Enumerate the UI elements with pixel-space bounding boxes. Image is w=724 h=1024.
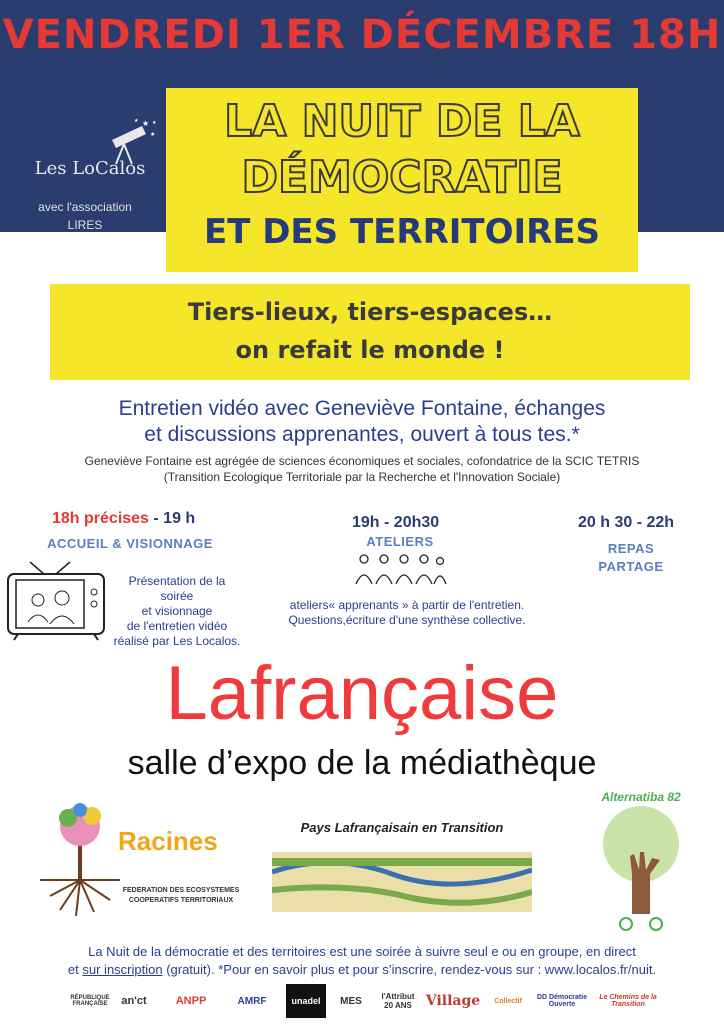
footer-line-2	[20, 961, 704, 979]
program-2-desc-line: Questions,écriture d'une synthèse collective.	[288, 613, 526, 627]
program-3-label-line-2: PARTAGE	[598, 559, 664, 574]
event-date: VENDREDI 1ER DÉCEMBRE 18H	[2, 12, 722, 58]
svg-text:★: ★	[150, 132, 156, 138]
subtitle-line-1: Tiers-lieux, tiers-espaces…	[187, 298, 553, 326]
alternatiba-text: Alternatiba 82	[601, 790, 681, 804]
footer-line-1: La Nuit de la démocratie et des territoires est une soirée à suivre seul e ou en groupe, en direct	[88, 944, 636, 959]
tv-icon	[4, 560, 110, 642]
alternatiba-logo	[586, 786, 696, 936]
sponsor-logo: AMRF	[237, 995, 267, 1007]
footer-text	[20, 943, 704, 979]
racines-subtitle	[116, 886, 246, 906]
partner-line-1: avec l'association	[38, 200, 132, 214]
racines-name: Racines	[118, 826, 218, 856]
signup-link[interactable]: sur inscription	[82, 962, 163, 977]
speaker-bio	[30, 453, 694, 485]
program-1-desc-line: Présentation de la soirée	[128, 574, 226, 603]
program-3-label	[576, 540, 686, 576]
organizer-name: Les LoCalos	[34, 158, 146, 179]
program-1-time-start: 18h précises	[52, 510, 149, 527]
subtitle-line-2: on refait le monde !	[235, 336, 505, 364]
program-1-label: ACCUEIL & VISIONNAGE	[47, 536, 213, 551]
svg-text:★: ★	[134, 118, 139, 124]
subtitle-box	[50, 284, 690, 380]
program-1-time-end: - 19 h	[148, 510, 196, 527]
sponsor-logo: l'Attribut 20 ANS	[381, 992, 415, 1010]
program-3-time: 20 h 30 - 22h	[578, 514, 675, 531]
racines-sub-line-2: COOPERATIFS TERRITORIAUX	[128, 897, 234, 904]
racines-logo	[40, 800, 240, 920]
pays-transition-logo	[272, 812, 532, 912]
footer-line-2-start: et	[67, 962, 83, 977]
intro-line-2: et discussions apprenantes, ouvert à tous tes.*	[144, 423, 580, 446]
sponsor-logos	[72, 984, 672, 1020]
sponsor-logo: Village	[425, 993, 481, 1009]
city-name: Lafrançaise	[165, 651, 559, 736]
intro-text	[40, 396, 684, 448]
racines-sub-line-1: FEDERATION DES ECOSYSTEMES	[122, 887, 240, 894]
title-box	[166, 88, 638, 272]
sponsor-logo: an'ct	[121, 995, 147, 1007]
program-2-label: ATELIERS	[366, 534, 434, 549]
partner-line-2: LIRES	[67, 218, 103, 232]
localos-logo	[10, 108, 160, 233]
svg-text:★: ★	[152, 120, 157, 126]
title-line-1: LA NUIT DE LA	[224, 96, 580, 147]
bio-line-2: (Transition Ecologique Territoriale par la Recherche et l'Innovation Sociale)	[163, 470, 561, 484]
program-1-desc-line: et visionnage	[141, 604, 213, 618]
sponsor-logo: MES	[340, 995, 362, 1007]
title-line-2: DÉMOCRATIE	[241, 152, 563, 203]
hand-tree-icon	[586, 804, 696, 934]
title-line-3: ET DES TERRITOIRES	[203, 212, 601, 252]
sponsor-logo: Le Chemins de la Transition	[599, 994, 657, 1008]
organizer-partner	[10, 198, 160, 234]
program-2-desc-line: ateliers« apprenants » à partir de l'entretien.	[289, 598, 525, 612]
program-3-label-line-1: REPAS	[607, 541, 655, 556]
sponsor-logo: unadel	[286, 984, 326, 1018]
sponsor-logo: RÉPUBLIQUE FRANÇAISE	[70, 995, 110, 1007]
svg-text:★: ★	[142, 119, 150, 128]
program-1-desc-line: réalisé par Les Localos.	[113, 634, 241, 648]
footer-line-2-end: (gratuit). *Pour en savoir plus et pour s’inscrire, rendez-vous sur : www.localos.fr/nuit.	[162, 962, 657, 977]
tree-roots-icon	[40, 800, 120, 920]
sponsor-logo: DD Démocratie Ouverte	[536, 994, 588, 1008]
sponsor-logo: ANPP	[175, 995, 207, 1007]
program-1-desc-line: de l'entretien vidéo	[126, 619, 228, 633]
sponsor-logo: Collectif	[494, 997, 522, 1005]
pays-transition-text: Pays Lafrançaisain en Transition	[300, 820, 504, 835]
venue-name: salle d’expo de la médiathèque	[127, 744, 597, 782]
program-2-time: 19h - 20h30	[352, 514, 440, 531]
program-1-description	[112, 574, 242, 649]
workshop-people-icon	[352, 550, 448, 586]
program-1-time	[52, 510, 195, 528]
intro-line-1: Entretien vidéo avec Geneviève Fontaine, échanges	[118, 397, 606, 420]
program-2-description	[262, 598, 552, 628]
bio-line-1: Geneviève Fontaine est agrégée de sciences économiques et sociales, cofondatrice de la SCIC TETRIS	[84, 454, 640, 468]
